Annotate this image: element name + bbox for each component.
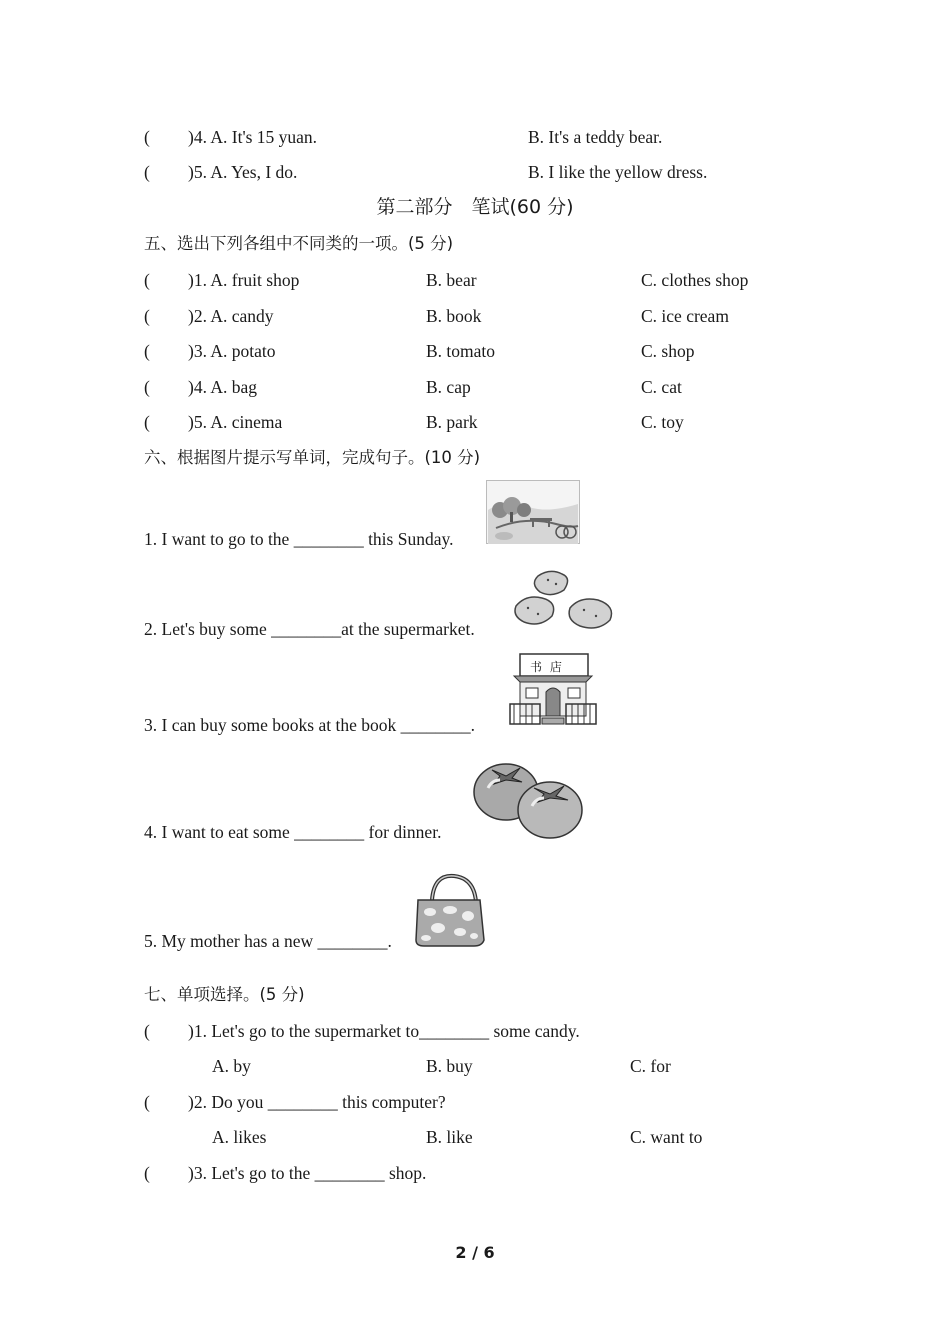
- answer-paren[interactable]: (: [144, 341, 150, 361]
- option-c: C. ice cream: [641, 306, 729, 326]
- fill-sentence-3: 3. I can buy some books at the book ________.: [144, 715, 475, 735]
- option-c: C. toy: [641, 412, 684, 432]
- option-a: )5. A. Yes, I do.: [188, 162, 298, 182]
- option-b: B. bear: [426, 270, 477, 290]
- option-a: )4. A. It's 15 yuan.: [188, 127, 318, 147]
- fill-sentence-4: 4. I want to eat some ________ for dinner.: [144, 822, 442, 842]
- option-b: B. tomato: [426, 341, 496, 361]
- option-a: A. likes: [212, 1127, 267, 1147]
- option-a: )3. A. potato: [188, 341, 276, 361]
- answer-paren[interactable]: (: [144, 270, 150, 290]
- question-text: )1. Let's go to the supermarket to________ some candy.: [188, 1021, 580, 1041]
- section5-heading: 五、选出下列各组中不同类的一项。(5 分): [144, 234, 454, 253]
- option-b: B. book: [426, 306, 482, 326]
- part-title: 第二部分 笔试(60 分): [376, 196, 574, 218]
- tomatoes-picture: [472, 760, 586, 840]
- section7-heading: 七、单项选择。(5 分): [144, 985, 305, 1004]
- question-text: )3. Let's go to the ________ shop.: [188, 1163, 427, 1183]
- option-c: C. for: [630, 1056, 671, 1076]
- option-b: B. buy: [426, 1056, 473, 1076]
- option-a: A. by: [212, 1056, 251, 1076]
- option-c: C. want to: [630, 1127, 703, 1147]
- answer-paren[interactable]: (: [144, 377, 150, 397]
- option-c: C. cat: [641, 377, 682, 397]
- fill-sentence-5: 5. My mother has a new ________.: [144, 931, 392, 951]
- fill-sentence-1: 1. I want to go to the ________ this Sunday.: [144, 529, 454, 549]
- answer-paren[interactable]: (: [144, 306, 150, 326]
- potatoes-picture: [512, 568, 618, 634]
- fill-sentence-2: 2. Let's buy some ________at the supermarket.: [144, 619, 475, 639]
- bag-picture: [412, 870, 486, 948]
- answer-paren[interactable]: (: [144, 127, 150, 147]
- page-number: 2 / 6: [455, 1243, 495, 1262]
- park-picture: [486, 480, 580, 544]
- option-b: B. like: [426, 1127, 473, 1147]
- answer-paren[interactable]: (: [144, 1092, 150, 1112]
- answer-paren[interactable]: (: [144, 162, 150, 182]
- section6-heading: 六、根据图片提示写单词，完成句子。(10 分): [144, 448, 481, 467]
- option-b: B. I like the yellow dress.: [528, 162, 708, 182]
- answer-paren[interactable]: (: [144, 412, 150, 432]
- option-b: B. cap: [426, 377, 471, 397]
- option-c: C. clothes shop: [641, 270, 749, 290]
- option-c: C. shop: [641, 341, 695, 361]
- option-b: B. park: [426, 412, 478, 432]
- option-a: )4. A. bag: [188, 377, 258, 397]
- option-a: )1. A. fruit shop: [188, 270, 300, 290]
- answer-paren[interactable]: (: [144, 1021, 150, 1041]
- option-b: B. It's a teddy bear.: [528, 127, 663, 147]
- option-a: )5. A. cinema: [188, 412, 283, 432]
- question-text: )2. Do you ________ this computer?: [188, 1092, 446, 1112]
- option-a: )2. A. candy: [188, 306, 274, 326]
- answer-paren[interactable]: (: [144, 1163, 150, 1183]
- bookshop-sign: 书 店: [530, 660, 564, 674]
